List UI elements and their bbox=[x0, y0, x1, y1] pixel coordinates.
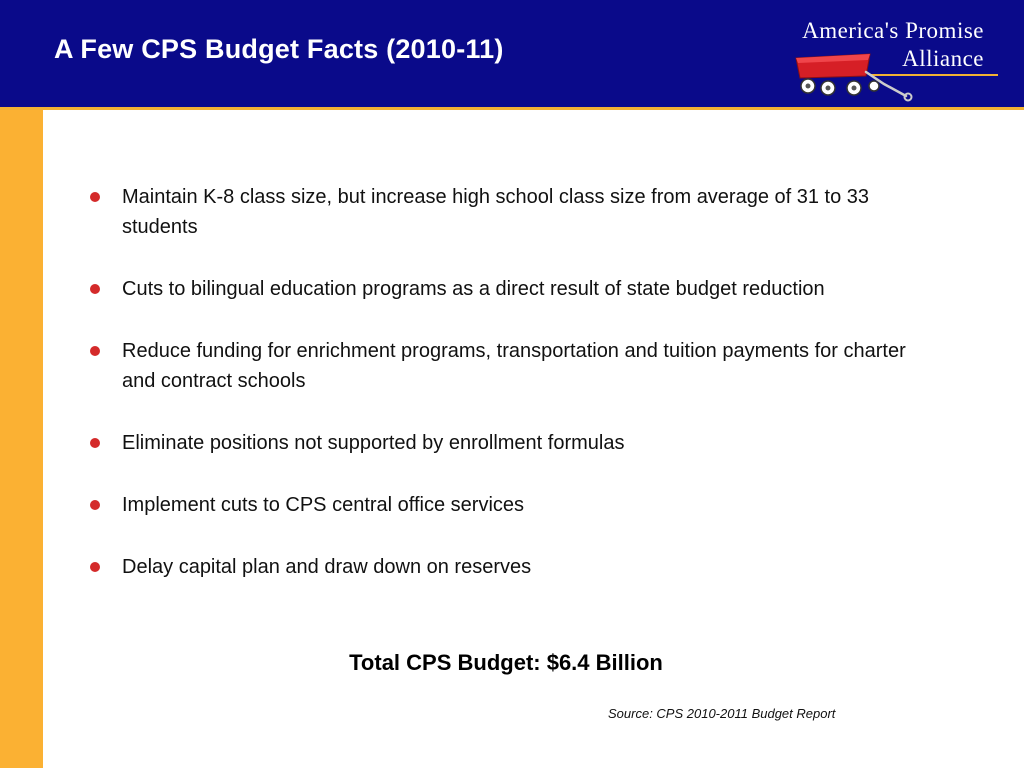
logo bbox=[778, 12, 1008, 106]
bullet-item bbox=[90, 182, 930, 242]
bullet-item bbox=[90, 552, 930, 582]
bullet-text: Reduce funding for enrichment programs, transportation and tuition payments for charter and contract schools bbox=[122, 340, 906, 392]
total-budget bbox=[0, 650, 1024, 676]
bullet-item bbox=[90, 428, 930, 458]
bullet-text: Cuts to bilingual education programs as a direct result of state budget reduction bbox=[122, 278, 825, 300]
logo-text-line2: Alliance bbox=[902, 46, 984, 71]
header-divider bbox=[0, 107, 1024, 110]
bullet-text: Maintain K-8 class size, but increase high school class size from average of 31 to 33 students bbox=[122, 186, 870, 238]
bullet-text: Implement cuts to CPS central office services bbox=[122, 494, 525, 516]
source-citation: Source: CPS 2010-2011 Budget Report bbox=[608, 706, 836, 721]
bullet-text: Eliminate positions not supported by enrollment formulas bbox=[122, 432, 625, 454]
bullet-item bbox=[90, 490, 930, 520]
bullet-dot-icon bbox=[90, 284, 100, 294]
bullet-dot-icon bbox=[90, 192, 100, 202]
bullet-text: Delay capital plan and draw down on reserves bbox=[122, 556, 532, 578]
logo-text-line1: America's Promise bbox=[802, 18, 984, 43]
bullet-item bbox=[90, 274, 930, 304]
bullet-dot-icon bbox=[90, 438, 100, 448]
bullet-dot-icon bbox=[90, 346, 100, 356]
bullet-list bbox=[90, 182, 930, 614]
total-budget-text: Total CPS Budget: $6.4 Billion bbox=[349, 650, 663, 675]
wagon-icon bbox=[788, 50, 918, 106]
bullet-dot-icon bbox=[90, 500, 100, 510]
slide-title: A Few CPS Budget Facts (2010-11) bbox=[54, 34, 504, 64]
header-bar bbox=[0, 0, 1024, 110]
bullet-item bbox=[90, 336, 930, 396]
bullet-dot-icon bbox=[90, 562, 100, 572]
